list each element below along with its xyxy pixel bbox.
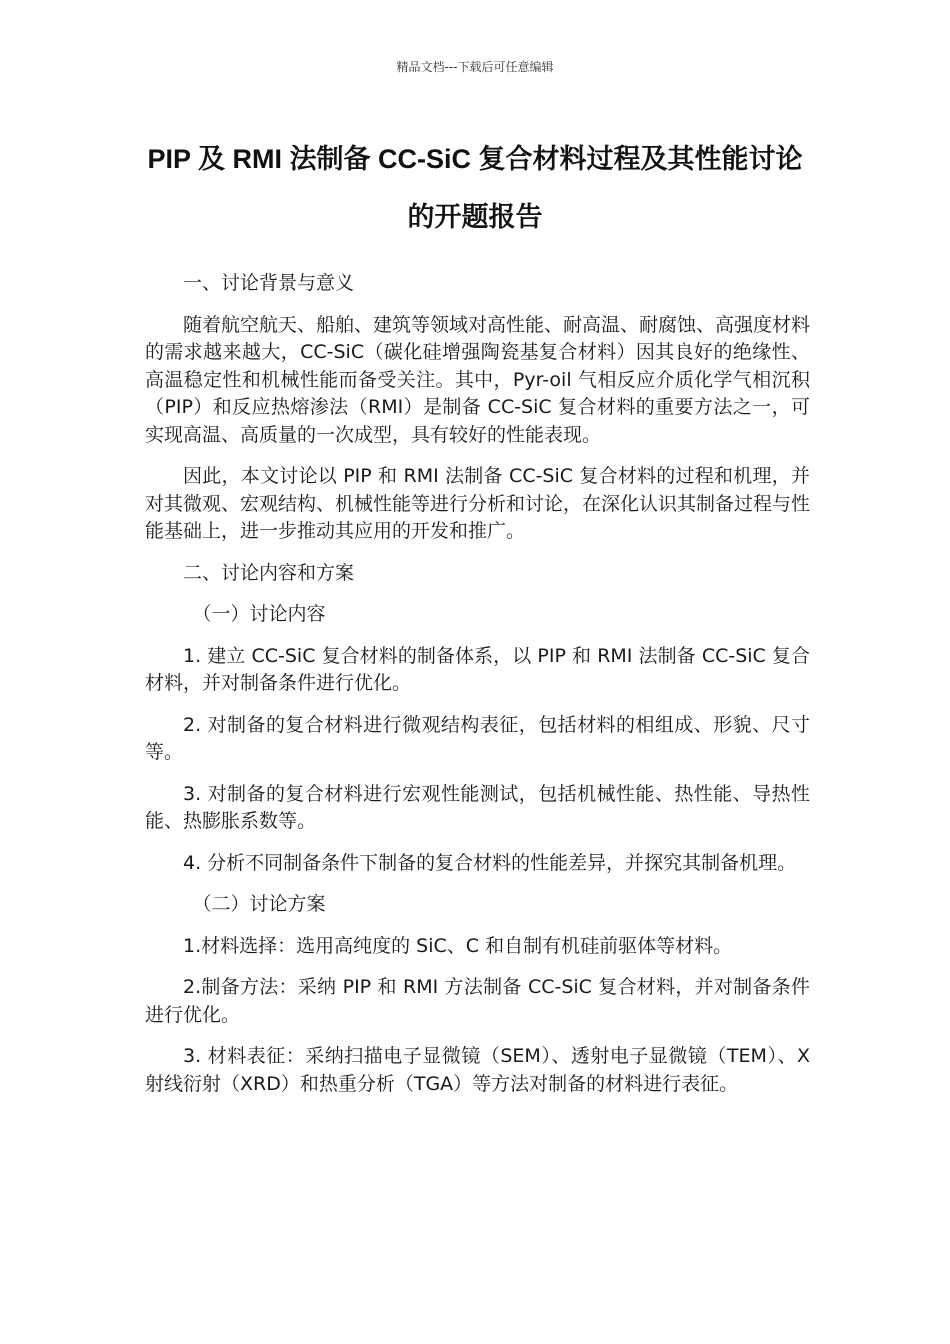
list-item: 1. 建立 CC-SiC 复合材料的制备体系，以 PIP 和 RMI 法制备 CC-SiC 复合材料，并对制备条件进行优化。 [145,644,810,694]
header-note: 精品文档---下载后可任意编辑 [396,60,554,74]
subheading-content: （一）讨论内容 [192,603,326,625]
list-item: 3. 材料表征：采纳扫描电子显微镜（SEM）、透射电子显微镜（TEM）、X 射线衍射（XRD）和热重分析（TGA）等方法对制备的材料进行表征。 [145,1045,810,1095]
list-item: 2. 对制备的复合材料进行微观结构表征，包括材料的相组成、形貌、尺寸等。 [145,713,810,763]
list-item: 1.材料选择：选用高纯度的 SiC、C 和自制有机硅前驱体等材料。 [183,934,733,957]
document-body [145,270,810,1112]
list-item: 4. 分析不同制备条件下制备的复合材料的性能差异，并探究其制备机理。 [183,851,797,874]
section-heading-background: 一、讨论背景与意义 [183,272,355,294]
paragraph-purpose: 因此，本文讨论以 PIP 和 RMI 法制备 CC-SiC 复合材料的过程和机理，并对其微观、宏观结构、机械性能等进行分析和讨论，在深化认识其制备过程与性能基础上，进一步推动其应用的开发和推广。 [145,465,811,542]
document-title: PIP 及 RMI 法制备 CC-SiC 复合材料过程及其性能讨论的开题报告 [147,144,803,232]
subheading-plan: （二）讨论方案 [192,893,326,915]
paragraph-background: 随着航空航天、船舶、建筑等领域对高性能、耐高温、耐腐蚀、高强度材料的需求越来越大，CC-SiC（碳化硅增强陶瓷基复合材料）因其良好的绝缘性、高温稳定性和机械性能而备受关注。其中，Pyr-oil 气相反应介质化学气相沉积（PIP）和反应热熔渗法（RMI）是制备 CC-SiC 复合材料的重要方法之一，可实现高温、高质量的一次成型，具有较好的性能表现。 [145,313,811,446]
section-heading-content-plan: 二、讨论内容和方案 [183,561,355,584]
list-item: 2.制备方法：采纳 PIP 和 RMI 方法制备 CC-SiC 复合材料，并对制备条件进行优化。 [145,976,810,1026]
list-item: 3. 对制备的复合材料进行宏观性能测试，包括机械性能、热性能、导热性能、热膨胀系数等。 [145,782,810,832]
